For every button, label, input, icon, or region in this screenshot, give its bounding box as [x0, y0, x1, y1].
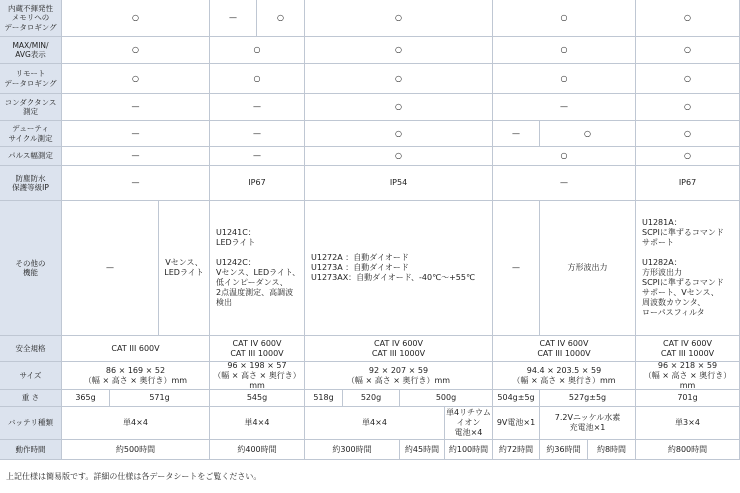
- row-header: コンダクタンス 測定: [0, 94, 62, 121]
- table-cell: ○: [62, 37, 210, 64]
- table-cell: —: [62, 94, 210, 121]
- table-cell: CAT IV 600V CAT III 1000V: [493, 336, 636, 362]
- table-cell: 約400時間: [210, 440, 305, 460]
- table-cell: 518g: [305, 390, 343, 407]
- table-cell: ○: [636, 147, 740, 166]
- table-cell: ○: [305, 94, 493, 121]
- table-cell: CAT IV 600V CAT III 1000V: [210, 336, 305, 362]
- table-cell: ○: [540, 121, 636, 147]
- table-cell: 単4リチウム イオン 電池×4: [445, 407, 493, 440]
- row-header: 安全規格: [0, 336, 62, 362]
- table-cell: 96 × 218 × 59 （幅 × 高さ × 奥行き）mm: [636, 362, 740, 390]
- table-cell: ○: [636, 37, 740, 64]
- table-cell: 86 × 169 × 52 （幅 × 高さ × 奥行き）mm: [62, 362, 210, 390]
- table-cell: Vセンス、 LEDライト: [159, 201, 210, 336]
- table-cell: ○: [62, 64, 210, 94]
- row-header: MAX/MIN/ AVG表示: [0, 37, 62, 64]
- table-cell: —: [210, 121, 305, 147]
- table-cell: —: [493, 201, 540, 336]
- table-cell: ○: [305, 121, 493, 147]
- table-cell: —: [210, 147, 305, 166]
- table-cell: 527g±5g: [540, 390, 636, 407]
- footnote: 上記仕様は簡易版です。詳細の仕様は各データシートをご覧ください。: [6, 472, 262, 481]
- table-cell: ○: [636, 64, 740, 94]
- table-cell: —: [210, 94, 305, 121]
- table-cell: 504g±5g: [493, 390, 540, 407]
- table-cell: 365g: [62, 390, 110, 407]
- table-cell: 92 × 207 × 59 （幅 × 高さ × 奥行き）mm: [305, 362, 493, 390]
- table-cell: ○: [305, 0, 493, 37]
- table-cell: —: [62, 121, 210, 147]
- table-cell: 94.4 × 203.5 × 59 （幅 × 高さ × 奥行き）mm: [493, 362, 636, 390]
- table-cell: 7.2Vニッケル水素 充電池×1: [540, 407, 636, 440]
- table-cell: ○: [210, 37, 305, 64]
- table-cell: 545g: [210, 390, 305, 407]
- table-cell: —: [62, 166, 210, 201]
- table-cell: U1241C： LEDライト U1242C： Vセンス、LEDライト、 低インピーダンス、 2点温度測定、高調波 検出: [210, 201, 305, 336]
- row-header: 防塵防水 保護等級IP: [0, 166, 62, 201]
- table-cell: 約36時間: [540, 440, 588, 460]
- table-cell: IP54: [305, 166, 493, 201]
- table-cell: 701g: [636, 390, 740, 407]
- table-cell: ○: [493, 0, 636, 37]
- table-cell: 約8時間: [588, 440, 636, 460]
- table-cell: 約800時間: [636, 440, 740, 460]
- row-header: サイズ: [0, 362, 62, 390]
- table-cell: CAT III 600V: [62, 336, 210, 362]
- table-cell: 約500時間: [62, 440, 210, 460]
- row-header: 動作時間: [0, 440, 62, 460]
- table-cell: ○: [493, 37, 636, 64]
- table-cell: CAT IV 600V CAT III 1000V: [636, 336, 740, 362]
- row-header: その他の 機能: [0, 201, 62, 336]
- table-cell: 9V電池×1: [493, 407, 540, 440]
- row-header: 重 さ: [0, 390, 62, 407]
- table-cell: —: [493, 94, 636, 121]
- row-header: バッテリ種類: [0, 407, 62, 440]
- table-cell: —: [493, 121, 540, 147]
- table-cell: IP67: [210, 166, 305, 201]
- table-cell: 単4×4: [62, 407, 210, 440]
- table-cell: ○: [257, 0, 305, 37]
- table-cell: ○: [493, 64, 636, 94]
- table-cell: 単4×4: [210, 407, 305, 440]
- row-header: デューティ サイクル測定: [0, 121, 62, 147]
- row-header: パルス幅測定: [0, 147, 62, 166]
- table-cell: U1281A： SCPIに準ずるコマンド サポート U1282A： 方形波出力 SCPIに準ずるコマンド サポート、Vセンス、 周波数カウンタ、 ローパスフィルタ: [636, 201, 740, 336]
- table-cell: CAT IV 600V CAT III 1000V: [305, 336, 493, 362]
- table-cell: 約100時間: [445, 440, 493, 460]
- table-cell: ○: [210, 64, 305, 94]
- row-header: 内蔵不揮発性 メモリへの データロギング: [0, 0, 62, 37]
- table-cell: 方形波出力: [540, 201, 636, 336]
- row-header: リモート データロギング: [0, 64, 62, 94]
- table-cell: 571g: [110, 390, 210, 407]
- table-cell: —: [493, 166, 636, 201]
- table-cell: IP67: [636, 166, 740, 201]
- table-cell: 単3×4: [636, 407, 740, 440]
- table-cell: 500g: [400, 390, 493, 407]
- table-cell: —: [210, 0, 257, 37]
- table-cell: ○: [305, 64, 493, 94]
- table-cell: ○: [636, 121, 740, 147]
- table-cell: 96 × 198 × 57 （幅 × 高さ × 奥行き）mm: [210, 362, 305, 390]
- table-cell: —: [62, 147, 210, 166]
- table-cell: ○: [305, 147, 493, 166]
- table-cell: 単4×4: [305, 407, 445, 440]
- table-cell: 約300時間: [305, 440, 400, 460]
- table-cell: ○: [636, 0, 740, 37]
- table-cell: —: [62, 201, 159, 336]
- table-cell: ○: [493, 147, 636, 166]
- table-cell: U1272A ：自動ダイオード U1273A ：自動ダイオード U1273AX：自動ダイオード、-40℃〜+55℃: [305, 201, 493, 336]
- table-cell: ○: [62, 0, 210, 37]
- table-cell: ○: [636, 94, 740, 121]
- table-cell: 約45時間: [400, 440, 445, 460]
- table-cell: 約72時間: [493, 440, 540, 460]
- table-cell: ○: [305, 37, 493, 64]
- table-cell: 520g: [343, 390, 400, 407]
